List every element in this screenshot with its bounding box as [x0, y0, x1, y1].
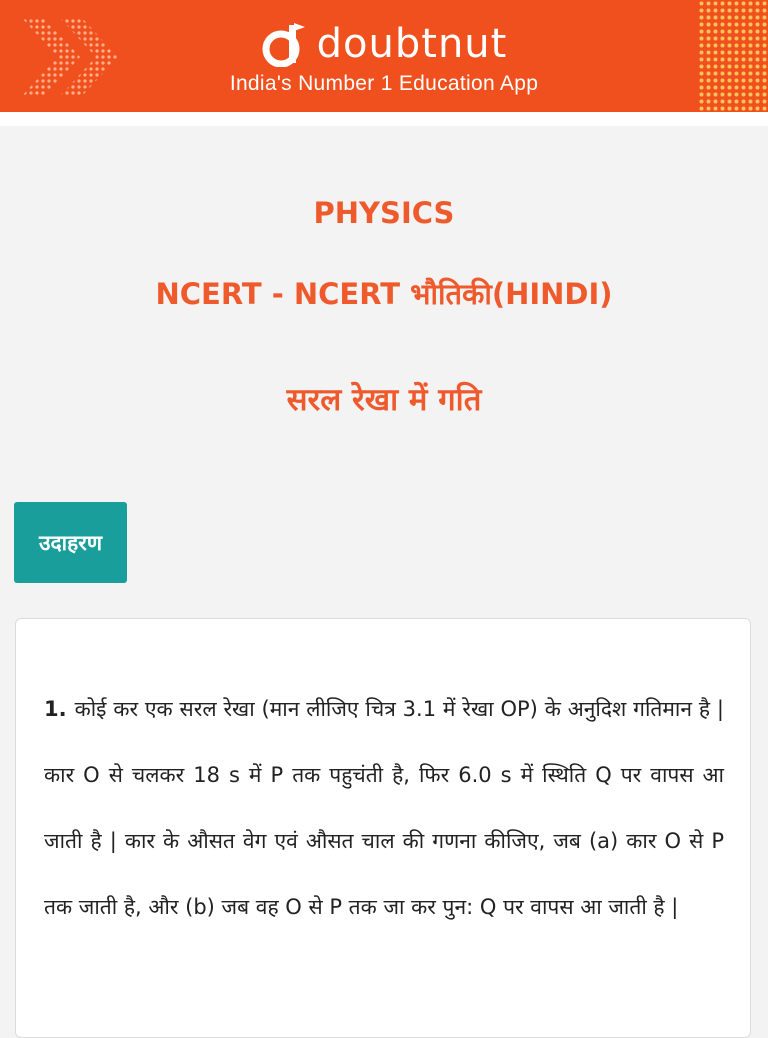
brand-logo[interactable]	[0, 20, 768, 68]
question-number: 1.	[44, 697, 67, 721]
doubtnut-logo-icon	[261, 21, 307, 67]
subject-title: PHYSICS	[313, 196, 455, 230]
app-header	[0, 0, 768, 112]
book-title: NCERT - NCERT भौतिकी(HINDI)	[155, 277, 613, 311]
question-text-block	[44, 676, 724, 940]
example-badge: उदाहरण	[14, 502, 127, 583]
brand-tagline: India's Number 1 Education App	[229, 72, 539, 95]
chapter-title: सरल रेखा में गति	[286, 382, 482, 418]
brand-name: doubtnut	[316, 21, 508, 67]
header-divider	[0, 112, 768, 126]
question-text: कोई कर एक सरल रेखा (मान लीजिए चित्र 3.1 में रेखा OP) के अनुदिश गतिमान है | कार O से चलकर 18 s में P तक पहुचंती है, फिर 6.0 s में स्थिति Q पर वापस आ जाती है | कार के औसत वेग एवं औसत चाल की गणना कीजिए, जब (a) कार O से P तक जाती है, और (b) जब वह O से P तक जा कर पुन: Q पर वापस आ जाती है |	[44, 697, 724, 919]
